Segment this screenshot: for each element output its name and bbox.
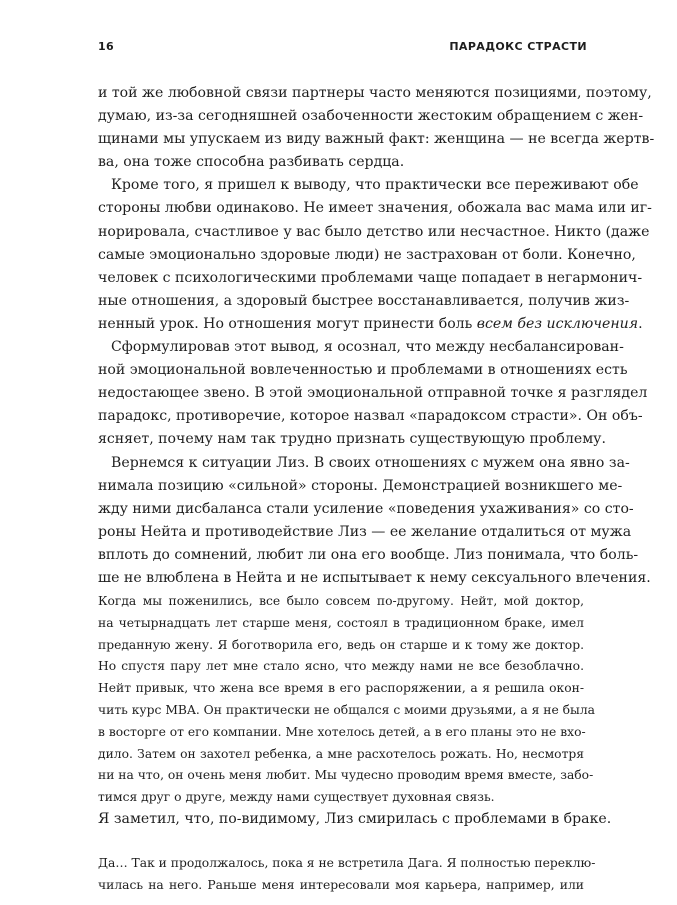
emphasis: всем без исключения (476, 315, 639, 332)
text-line: вплоть до сомнений, любит ли она его вообще. Лиз понимала, что боль- (98, 546, 639, 563)
quote-line: Нейт привык, что жена все время в его распоряжении, а я решила окон- (98, 681, 584, 696)
text-line: щинами мы упускаем из виду важный факт: женщина — не всегда жертв- (98, 131, 655, 148)
text-line: ва, она тоже способна разбивать сердца. (98, 154, 405, 171)
text-line: Я заметил, что, по-видимому, Лиз смирилась с проблемами в браке. (98, 811, 612, 827)
quote-line: тимся друг о друге, между нами существует духовная связь. (98, 790, 495, 805)
quote-block-2 (98, 853, 596, 897)
text-line: Кроме того, я пришел к выводу, что практически все переживают обе (111, 177, 639, 194)
quote-line: чилась на него. Раньше меня интересовали моя карьера, например, или (98, 877, 584, 892)
text-line: норировала, счастливое у вас было детство или несчастное. Никто (даже (98, 223, 650, 240)
text-line: думаю, из-за сегодняшней озабоченности жестоким обращением с жен- (98, 108, 644, 125)
running-header (98, 40, 587, 58)
quote-line: ни на что, он очень меня любит. Мы чудесно проводим время вместе, забо- (98, 768, 594, 783)
text-line: парадокс, противоречие, которое назвал «парадоксом страсти». Он объ- (98, 408, 643, 425)
quote-line: Но спустя пару лет мне стало ясно, что между нами не все безоблачно. (98, 659, 584, 674)
quote-line: дило. Затем он захотел ребенка, а мне расхотелось рожать. Но, несмотря (98, 746, 584, 761)
text-segment: . (638, 315, 643, 332)
quote-line: в восторге от его компании. Мне хотелось детей, а в его планы это не вхо- (98, 724, 586, 739)
text-line: роны Нейта и противодействие Лиз — ее желание отдалиться от мужа (98, 523, 632, 540)
quote-line: на четырнадцать лет старше меня, состоял в традиционном браке, имел (98, 615, 584, 630)
page-number: 16 (98, 40, 115, 53)
text-line: и той же любовной связи партнеры часто меняются позициями, поэтому, (98, 85, 652, 101)
text-segment: ненный урок. Но отношения могут принести боль (98, 315, 477, 332)
text-line: нимала позицию «сильной» стороны. Демонстрацией возникшего ме- (98, 477, 623, 494)
quote-block (98, 591, 595, 809)
text-line: недостающее звено. В этой эмоциональной отправной точке я разглядел (98, 385, 648, 402)
quote-line: Да… Так и продолжалось, пока я не встретила Дага. Я полностью переклю- (98, 856, 596, 870)
quote-line: чить курс MBA. Он практически не общался с моими друзьями, а я не была (98, 702, 595, 717)
main-text (98, 82, 655, 590)
text-line: человек с психологическими проблемами чаще попадает в негармонич- (98, 269, 643, 286)
text-line: самые эмоционально здоровые люди) не застрахован от боли. Конечно, (98, 246, 636, 263)
text-line: ные отношения, а здоровый быстрее восстанавливается, получив жиз- (98, 292, 630, 309)
quote-line: преданную жену. Я боготворила его, ведь он старше и к тому же доктор. (98, 637, 584, 652)
narration (98, 808, 612, 831)
text-line: ясняет, почему нам так трудно признать существующую проблему. (98, 431, 606, 448)
text-line (98, 313, 643, 336)
running-title: ПАРАДОКС СТРАСТИ (449, 40, 587, 53)
text-line: жду ними дисбаланса стали усиление «поведения ухаживания» со сто- (98, 500, 634, 517)
quote-line: Когда мы поженились, все было совсем по-другому. Нейт, мой доктор, (98, 594, 584, 608)
text-line: Вернемся к ситуации Лиз. В своих отношениях с мужем она явно за- (111, 454, 630, 471)
text-line: стороны любви одинаково. Не имеет значения, обожала вас мама или иг- (98, 200, 652, 217)
text-line: Сформулировав этот вывод, я осознал, что между несбалансирован- (111, 339, 624, 356)
text-line: ше не влюблена в Нейта и не испытывает к нему сексуального влечения. (98, 569, 651, 586)
text-line: ной эмоциональной вовлеченностью и проблемами в отношениях есть (98, 362, 628, 379)
